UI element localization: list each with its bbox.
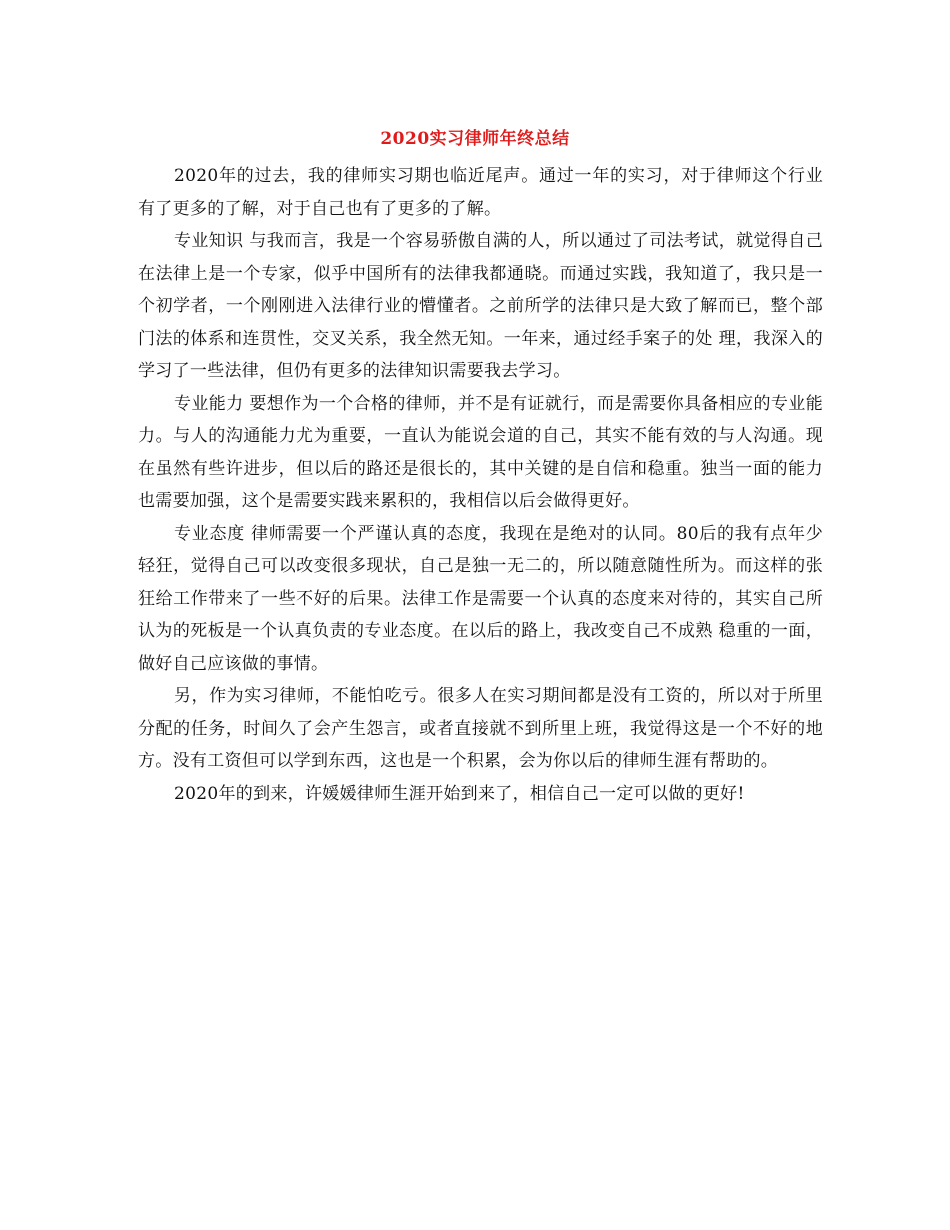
paragraph-professional-knowledge: 专业知识 与我而言，我是一个容易骄傲自满的人，所以通过了司法考试，就觉得自己在法律上是一个专家，似乎中国所有的法律我都通晓。而通过实践，我知道了，我只是一 个初学者，一个刚刚进入法律行业的懵懂者。之前所学的法律只是大致了解而已，整个部门法的体系和连贯性，交叉关系，我全然无知。一年来，通过经手案子的处 理，我深入的学习了一些法律，但仍有更多的法律知识需要我去学习。 [138, 231, 823, 381]
paragraph-additional: 另，作为实习律师，不能怕吃亏。很多人在实习期间都是没有工资的，所以对于所里分配的任务，时间久了会产生怨言，或者直接就不到所里上班，我觉得这是一个不好的地方。没有工资但可以学到东西，这也是一个积累，会为你以后的律师生涯有帮助的。 [138, 686, 823, 771]
document-title: 2020实习律师年终总结 [380, 129, 570, 149]
paragraph-intro: 2020年的过去，我的律师实习期也临近尾声。通过一年的实习，对于律师这个行业有了更多的了解，对于自己也有了更多的了解。 [138, 166, 823, 219]
document-body [138, 160, 823, 810]
paragraph-closing: 2020年的到来，许媛媛律师生涯开始到来了，相信自己一定可以做的更好! [174, 783, 745, 804]
paragraph-professional-attitude: 专业态度 律师需要一个严谨认真的态度，我现在是绝对的认同。80后的我有点年少轻狂，觉得自己可以改变很多现状，自己是独一无二的，所以随意随性所为。而这样的张 狂给工作带来了一些不好的后果。法律工作是需要一个认真的态度来对待的，其实自己所认为的死板是一个认真负责的专业态度。在以后的路上，我改变自己不成熟 稳重的一面，做好自己应该做的事情。 [138, 523, 823, 674]
paragraph-professional-ability: 专业能力 要想作为一个合格的律师，并不是有证就行，而是需要你具备相应的专业能力。与人的沟通能力尤为重要，一直认为能说会道的自己，其实不能有效的与人沟通。现 在虽然有些许进步，但以后的路还是很长的，其中关键的是自信和稳重。独当一面的能力也需要加强，这个是需要实践来累积的，我相信以后会做得更好。 [138, 393, 823, 511]
